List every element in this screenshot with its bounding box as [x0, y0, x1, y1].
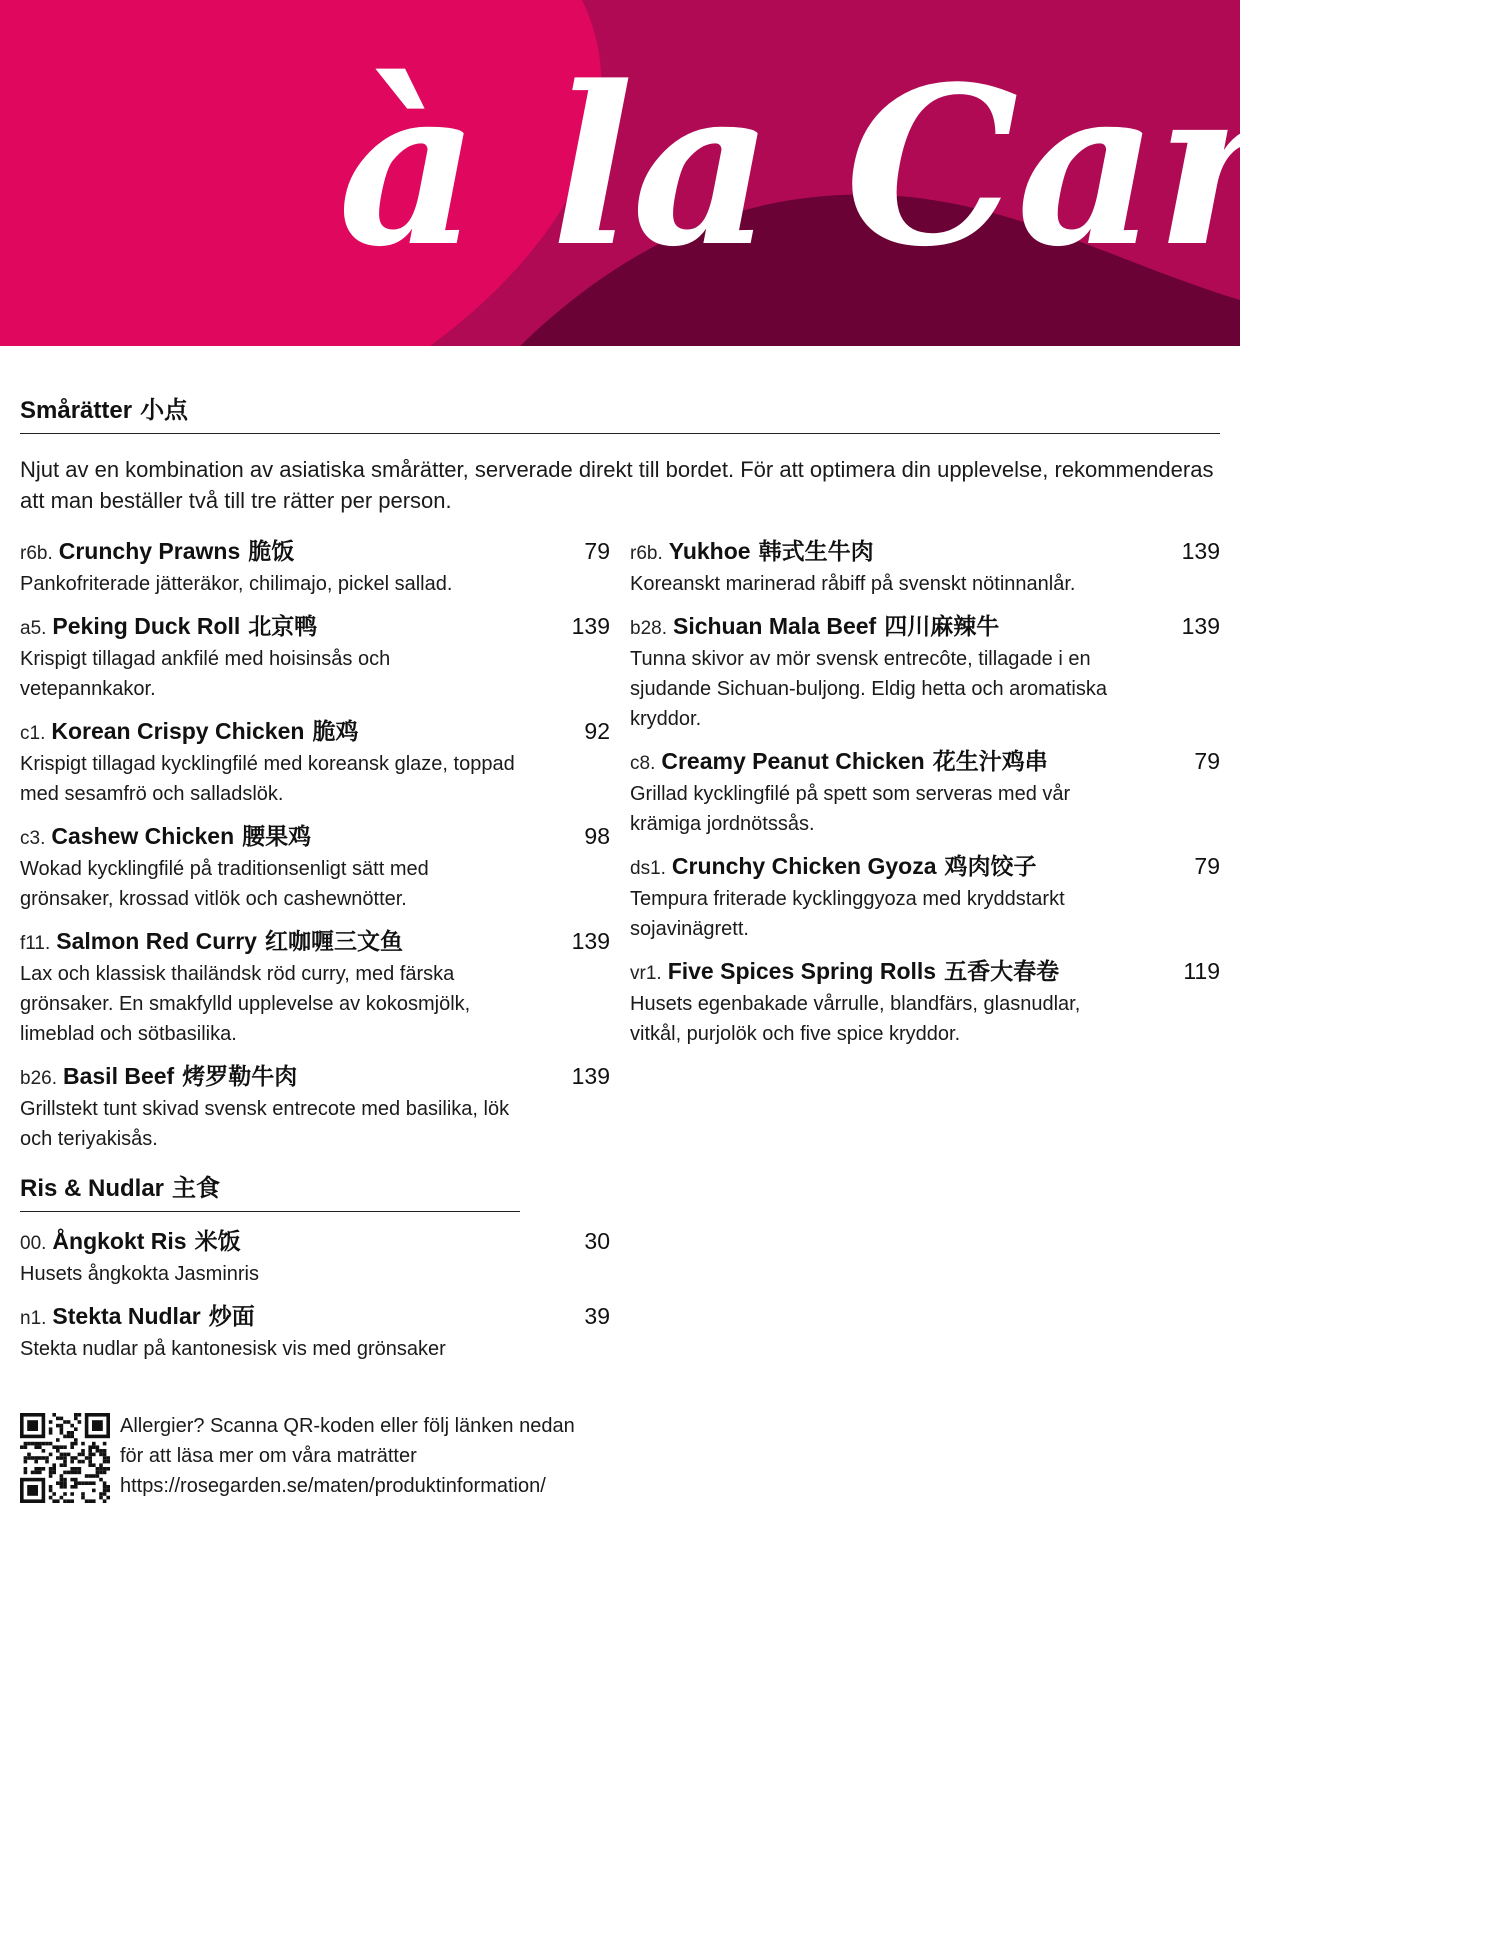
dish-name-chinese: 韩式生牛肉 [758, 538, 874, 565]
dish-price: 98 [584, 823, 610, 849]
ris-nudlar-section [20, 1168, 520, 1212]
dish-price: 119 [1183, 958, 1220, 984]
allergy-text [120, 1411, 575, 1501]
dish-title [20, 716, 358, 749]
dish-price: 79 [1194, 853, 1220, 879]
dish-name: Salmon Red Curry [56, 928, 257, 954]
menu-item-header [20, 1226, 610, 1259]
menu-item-header [630, 746, 1220, 779]
dish-name: Sichuan Mala Beef [672, 613, 877, 639]
menu-item [20, 1226, 610, 1289]
dish-name-chinese: 米饭 [194, 1228, 241, 1255]
menu-item [630, 746, 1220, 839]
menu-item [20, 536, 610, 599]
menu-item-header [630, 536, 1220, 569]
dish-name: Basil Beef [62, 1063, 175, 1089]
dish-name: Peking Duck Roll [52, 613, 241, 639]
dish-price: 139 [1181, 613, 1220, 639]
menu-item-header [20, 1061, 610, 1094]
dish-code: b26. [20, 1068, 57, 1089]
dish-title [630, 746, 1048, 779]
dish-price: 92 [584, 718, 610, 744]
dish-description: Tunna skivor av mör svensk entrecôte, tillagade i en sjudande Sichuan-buljong. Eldig hetta och aromatiska kryddor. [630, 648, 1107, 730]
dish-description: Grillad kycklingfilé på spett som serveras med vår krämiga jordnötssås. [630, 783, 1071, 835]
allergy-line-1: Allergier? Scanna QR-koden eller följ länken nedan [120, 1415, 575, 1437]
dish-name: Yukhoe [668, 538, 751, 564]
dish-code: f11. [20, 933, 51, 954]
section-intro: Njut av en kombination av asiatiska smårätter, serverade direkt till bordet. För att optimera din upplevelse, rekommenderas att man beställer två till tre rätter per person. [20, 457, 1214, 513]
menu-item [20, 1061, 610, 1154]
dish-description: Grillstekt tunt skivad svensk entrecote med basilika, lök och teriyakisås. [20, 1098, 510, 1150]
dish-code: n1. [20, 1308, 47, 1329]
dish-description: Tempura friterade kycklinggyoza med kryddstarkt sojavinägrett. [630, 888, 1065, 940]
menu-title: à la Carte [338, 39, 1504, 295]
dish-description: Stekta nudlar på kantonesisk vis med grönsaker [20, 1338, 446, 1360]
dish-title [20, 926, 403, 959]
menu-item [20, 1301, 610, 1364]
header-banner [0, 0, 1504, 346]
dish-name-chinese: 鸡肉饺子 [944, 853, 1037, 880]
dish-name: Five Spices Spring Rolls [667, 958, 937, 984]
menu-item [20, 821, 610, 914]
dish-title [630, 611, 999, 644]
allergy-link[interactable]: https://rosegarden.se/maten/produktinformation/ [120, 1475, 546, 1497]
dish-name-chinese: 花生汁鸡串 [932, 748, 1048, 775]
dish-description: Koreanskt marinerad råbiff på svenskt nötinnanlår. [630, 573, 1076, 595]
dish-name: Crunchy Prawns [58, 538, 241, 564]
dish-title [630, 956, 1059, 989]
dish-price: 30 [584, 1228, 610, 1254]
dish-code: r6b. [20, 543, 53, 564]
menu-columns [20, 536, 1220, 1360]
menu-item [20, 926, 610, 1049]
dish-description: Pankofriterade jätteräkor, chilimajo, pickel sallad. [20, 573, 453, 595]
dish-title [20, 1061, 297, 1094]
dish-name-chinese: 脆鸡 [312, 718, 359, 745]
dish-code: c8. [630, 753, 656, 774]
qr-code-icon[interactable] [20, 1413, 110, 1503]
dish-code: ds1. [630, 858, 666, 879]
dish-code: a5. [20, 618, 47, 639]
dish-title [20, 821, 311, 854]
menu-item-header [20, 926, 610, 959]
menu-item-header [20, 536, 610, 569]
menu-item [630, 536, 1220, 599]
dish-name: Stekta Nudlar [52, 1303, 201, 1329]
menu-item [20, 716, 610, 809]
dish-name-chinese: 四川麻辣牛 [884, 613, 1000, 640]
dish-code: r6b. [630, 543, 663, 564]
dish-code: c1. [20, 723, 46, 744]
menu-item-header [20, 1301, 610, 1334]
dish-description: Husets ångkokta Jasminris [20, 1263, 259, 1285]
dish-name-chinese: 炒面 [208, 1303, 255, 1330]
dish-title [630, 851, 1037, 884]
dish-price: 79 [1194, 748, 1220, 774]
dish-price: 139 [571, 613, 610, 639]
menu-item [630, 611, 1220, 734]
dish-price: 39 [584, 1303, 610, 1329]
dish-code: c3. [20, 828, 46, 849]
menu-item-header [630, 611, 1220, 644]
dish-name: Korean Crispy Chicken [51, 718, 305, 744]
menu-item-header [630, 956, 1220, 989]
dish-price: 139 [1181, 538, 1220, 564]
menu-item-header [20, 821, 610, 854]
dish-title [20, 611, 317, 644]
dish-title [20, 536, 294, 569]
dish-name-chinese: 五香大春卷 [944, 958, 1060, 985]
dish-price: 79 [584, 538, 610, 564]
dish-name-chinese: 烤罗勒牛肉 [182, 1063, 298, 1090]
dish-name: Ångkokt Ris [52, 1228, 187, 1254]
section-heading-smaratter: Smårätter 小点 [20, 390, 1220, 434]
dish-name-chinese: 腰果鸡 [242, 823, 312, 850]
dish-title [630, 536, 874, 569]
left-column [20, 536, 610, 1376]
allergy-line-2: för att läsa mer om våra maträtter [120, 1445, 417, 1467]
allergy-info [20, 1413, 620, 1503]
menu-item [630, 956, 1220, 1049]
dish-description: Krispigt tillagad kycklingfilé med koreansk glaze, toppad med sesamfrö och salladslök. [20, 753, 515, 805]
menu-content [20, 390, 1220, 1360]
dish-title [20, 1226, 241, 1259]
dish-title [20, 1301, 255, 1334]
dish-description: Krispigt tillagad ankfilé med hoisinsås och vetepannkakor. [20, 648, 391, 700]
dish-name: Crunchy Chicken Gyoza [671, 853, 937, 879]
dish-description: Husets egenbakade vårrulle, blandfärs, glasnudlar, vitkål, purjolök och five spice kryddor. [630, 993, 1081, 1045]
menu-item-header [20, 611, 610, 644]
dish-price: 139 [571, 928, 610, 954]
dish-name: Cashew Chicken [51, 823, 235, 849]
menu-item-header [630, 851, 1220, 884]
dish-price: 139 [571, 1063, 610, 1089]
menu-item [20, 611, 610, 704]
menu-item [630, 851, 1220, 944]
section-heading-ris-nudlar: Ris & Nudlar 主食 [20, 1168, 520, 1212]
dish-description: Lax och klassisk thailändsk röd curry, med färska grönsaker. En smakfylld upplevelse av kokosmjölk, limeblad och sötbasilika. [20, 963, 471, 1045]
dish-name-chinese: 脆饭 [248, 538, 295, 565]
dish-code: vr1. [630, 963, 662, 984]
dish-name-chinese: 北京鸭 [248, 613, 318, 640]
right-column [630, 536, 1220, 1061]
dish-code: 00. [20, 1233, 47, 1254]
dish-code: b28. [630, 618, 667, 639]
menu-item-header [20, 716, 610, 749]
dish-name-chinese: 红咖喱三文鱼 [264, 928, 403, 955]
dish-name: Creamy Peanut Chicken [661, 748, 925, 774]
dish-description: Wokad kycklingfilé på traditionsenligt sätt med grönsaker, krossad vitlök och cashewnötter. [20, 858, 429, 910]
